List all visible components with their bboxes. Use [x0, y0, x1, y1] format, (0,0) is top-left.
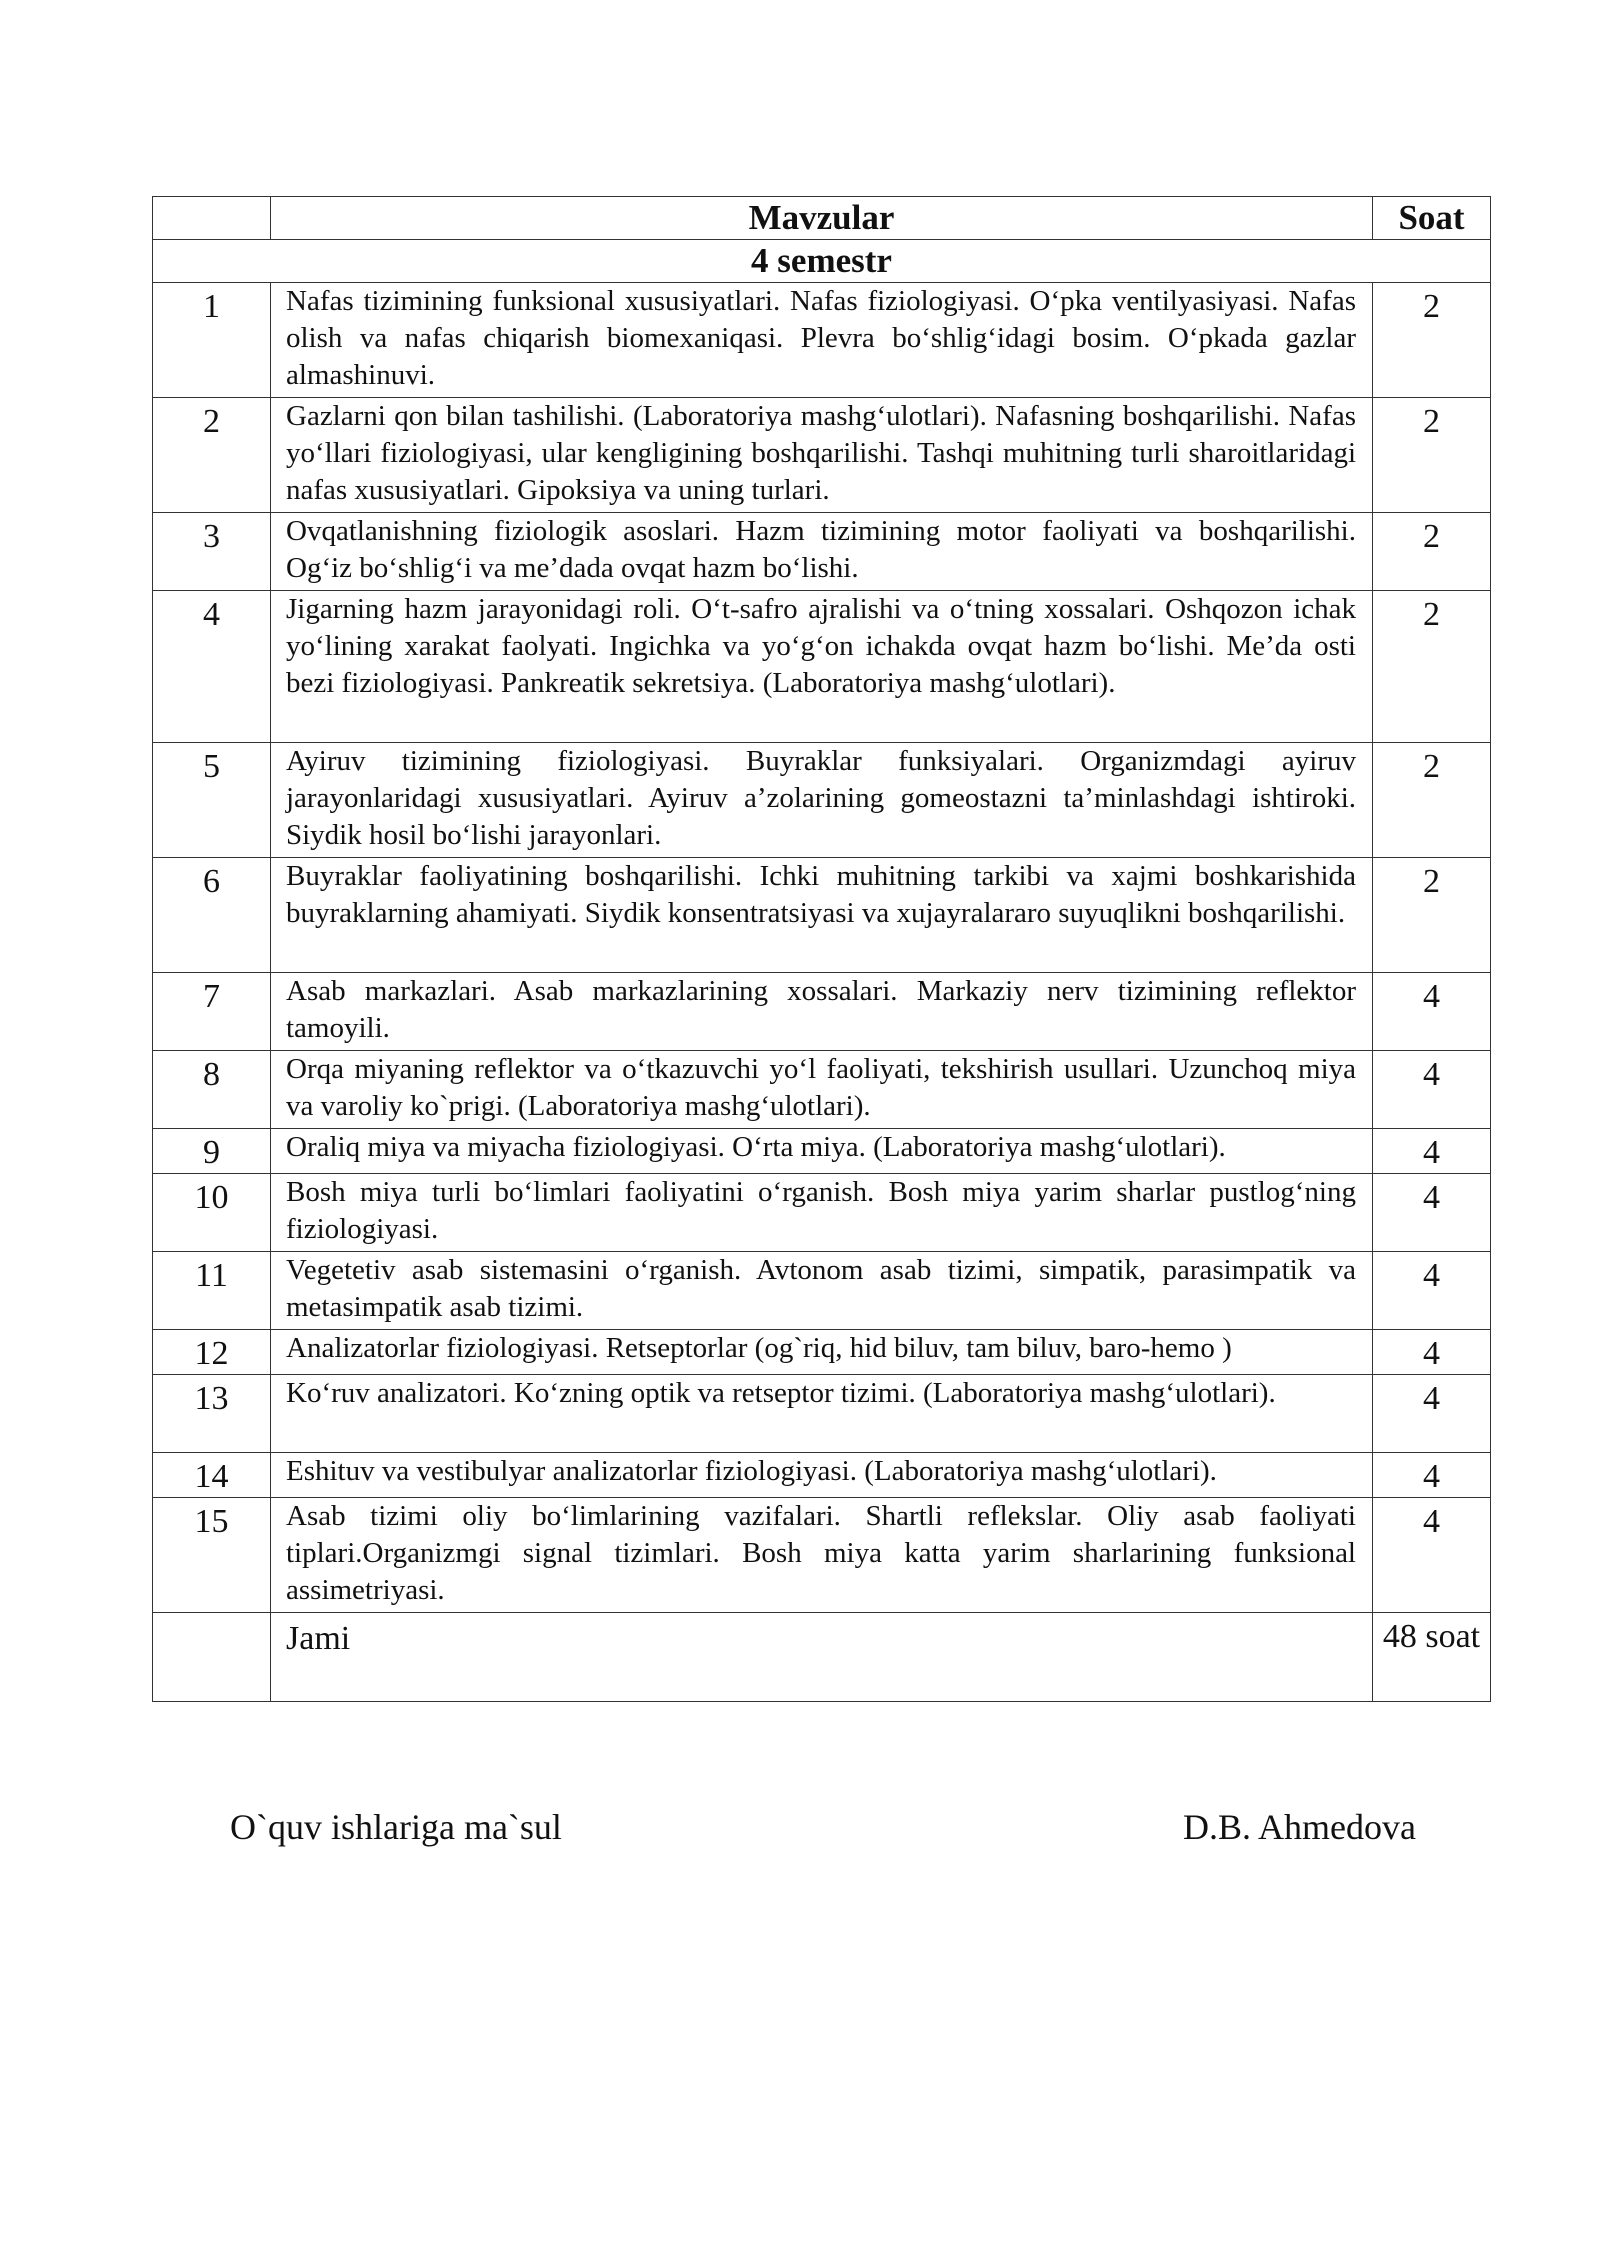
responsible-role: O`quv ishlariga ma`sul — [230, 1807, 562, 1847]
row-topic: Analizatorlar fiziologiyasi. Retseptorlar (og`riq, hid biluv, tam biluv, baro-hemo ) — [271, 1330, 1373, 1375]
table-row — [153, 1453, 1491, 1498]
row-topic: Vegetetiv asab sistemasini o‘rganish. Avtonom asab tizimi, simpatik, parasimpatik va metasimpatik asab tizimi. — [271, 1252, 1373, 1330]
row-number: 14 — [153, 1453, 271, 1498]
row-topic: Gazlarni qon bilan tashilishi. (Laboratoriya mashg‘ulotlari). Nafasning boshqarilishi. Nafas yo‘llari fiziologiyasi, ular kengligining boshqarilishi. Tashqi muhitning turli sharoitlaridagi nafas xususiyatlari. Gipoksiya va uning turlari. — [271, 398, 1373, 513]
table-row — [153, 591, 1491, 743]
row-hours: 2 — [1373, 513, 1491, 591]
row-topic: Ko‘ruv analizatori. Ko‘zning optik va retseptor tizimi. (Laboratoriya mashg‘ulotlari). — [271, 1375, 1373, 1453]
row-number: 6 — [153, 858, 271, 973]
row-number: 9 — [153, 1129, 271, 1174]
header-hours: Soat — [1373, 197, 1491, 240]
row-hours: 4 — [1373, 1453, 1491, 1498]
row-number: 11 — [153, 1252, 271, 1330]
row-topic: Bosh miya turli bo‘limlari faoliyatini o‘rganish. Bosh miya yarim sharlar pustlog‘ning fiziologiyasi. — [271, 1174, 1373, 1252]
header-number — [153, 197, 271, 240]
row-topic: Nafas tizimining funksional xususiyatlari. Nafas fiziologiyasi. O‘pka ventilyasiyasi. Nafas olish va nafas chiqarish biomexaniqasi. Plevra bo‘shlig‘idagi bosim. O‘pkada gazlar almashinuvi. — [271, 283, 1373, 398]
row-number: 12 — [153, 1330, 271, 1375]
row-hours: 4 — [1373, 1129, 1491, 1174]
row-number: 1 — [153, 283, 271, 398]
row-topic: Ovqatlanishning fiziologik asoslari. Hazm tizimining motor faoliyati va boshqarilishi. Og‘iz bo‘shlig‘i va me’dada ovqat hazm bo‘lishi. — [271, 513, 1373, 591]
row-hours: 2 — [1373, 283, 1491, 398]
table-header-row — [153, 197, 1491, 240]
row-number: 10 — [153, 1174, 271, 1252]
row-hours: 4 — [1373, 973, 1491, 1051]
table-row — [153, 1252, 1491, 1330]
curriculum-sheet — [152, 196, 1490, 1702]
row-number: 3 — [153, 513, 271, 591]
row-topic: Jigarning hazm jarayonidagi roli. O‘t-safro ajralishi va o‘tning xossalari. Oshqozon ichak yo‘lining xarakat faolyati. Ingichka va yo‘g‘on ichakda ovqat hazm bo‘lishi. Me’da osti bezi fiziologiyasi. Pankreatik sekretsiya. (Laboratoriya mashg‘ulotlari). — [271, 591, 1373, 743]
row-number: 8 — [153, 1051, 271, 1129]
total-hours: 48 soat — [1373, 1613, 1491, 1702]
row-hours: 4 — [1373, 1252, 1491, 1330]
table-row — [153, 1375, 1491, 1453]
row-hours: 2 — [1373, 858, 1491, 973]
table-row — [153, 1174, 1491, 1252]
row-hours: 4 — [1373, 1375, 1491, 1453]
topics-table — [152, 196, 1491, 1702]
table-row — [153, 1498, 1491, 1613]
row-topic: Asab markazlari. Asab markazlarining xossalari. Markaziy nerv tizimining reflektor tamoyili. — [271, 973, 1373, 1051]
row-hours: 2 — [1373, 591, 1491, 743]
row-topic: Oraliq miya va miyacha fiziologiyasi. O‘rta miya. (Laboratoriya mashg‘ulotlari). — [271, 1129, 1373, 1174]
row-topic: Ayiruv tizimining fiziologiyasi. Buyraklar funksiyalari. Organizmdagi ayiruv jarayonlaridagi xususiyatlari. Ayiruv a’zolarining gomeostazni ta’minlashdagi ishtiroki. Siydik hosil bo‘lishi jarayonlari. — [271, 743, 1373, 858]
row-topic: Orqa miyaning reflektor va o‘tkazuvchi yo‘l faoliyati, tekshirish usullari. Uzunchoq miya va varoliy ko`prigi. (Laboratoriya mashg‘ulotlari). — [271, 1051, 1373, 1129]
row-number: 7 — [153, 973, 271, 1051]
row-hours: 4 — [1373, 1498, 1491, 1613]
semester-row — [153, 240, 1491, 283]
table-row — [153, 398, 1491, 513]
table-row — [153, 858, 1491, 973]
row-number: 15 — [153, 1498, 271, 1613]
row-number: 4 — [153, 591, 271, 743]
table-row — [153, 283, 1491, 398]
total-row — [153, 1613, 1491, 1702]
table-row — [153, 513, 1491, 591]
row-number: 5 — [153, 743, 271, 858]
row-topic: Eshituv va vestibulyar analizatorlar fiziologiyasi. (Laboratoriya mashg‘ulotlari). — [271, 1453, 1373, 1498]
row-topic: Buyraklar faoliyatining boshqarilishi. Ichki muhitning tarkibi va xajmi boshkarishida buyraklarning ahamiyati. Siydik konsentratsiyasi va xujayralararo suyuqlikni boshqarilishi. — [271, 858, 1373, 973]
table-row — [153, 1051, 1491, 1129]
table-row — [153, 743, 1491, 858]
row-hours: 4 — [1373, 1051, 1491, 1129]
total-label: Jami — [271, 1613, 1373, 1702]
row-hours: 2 — [1373, 398, 1491, 513]
table-row — [153, 1330, 1491, 1375]
row-number: 2 — [153, 398, 271, 513]
row-topic: Asab tizimi oliy bo‘limlarining vazifalari. Shartli reflekslar. Oliy asab faoliyati tiplari.Organizmgi signal tizimlari. Bosh miya katta yarim sharlarining funksional assimetriyasi. — [271, 1498, 1373, 1613]
responsible-name: D.B. Ahmedova — [1183, 1807, 1416, 1847]
table-row — [153, 973, 1491, 1051]
table-row — [153, 1129, 1491, 1174]
row-hours: 4 — [1373, 1174, 1491, 1252]
semester-label: 4 semestr — [153, 240, 1491, 283]
row-hours: 4 — [1373, 1330, 1491, 1375]
row-hours: 2 — [1373, 743, 1491, 858]
row-number: 13 — [153, 1375, 271, 1453]
total-number-cell — [153, 1613, 271, 1702]
header-topics: Mavzular — [271, 197, 1373, 240]
